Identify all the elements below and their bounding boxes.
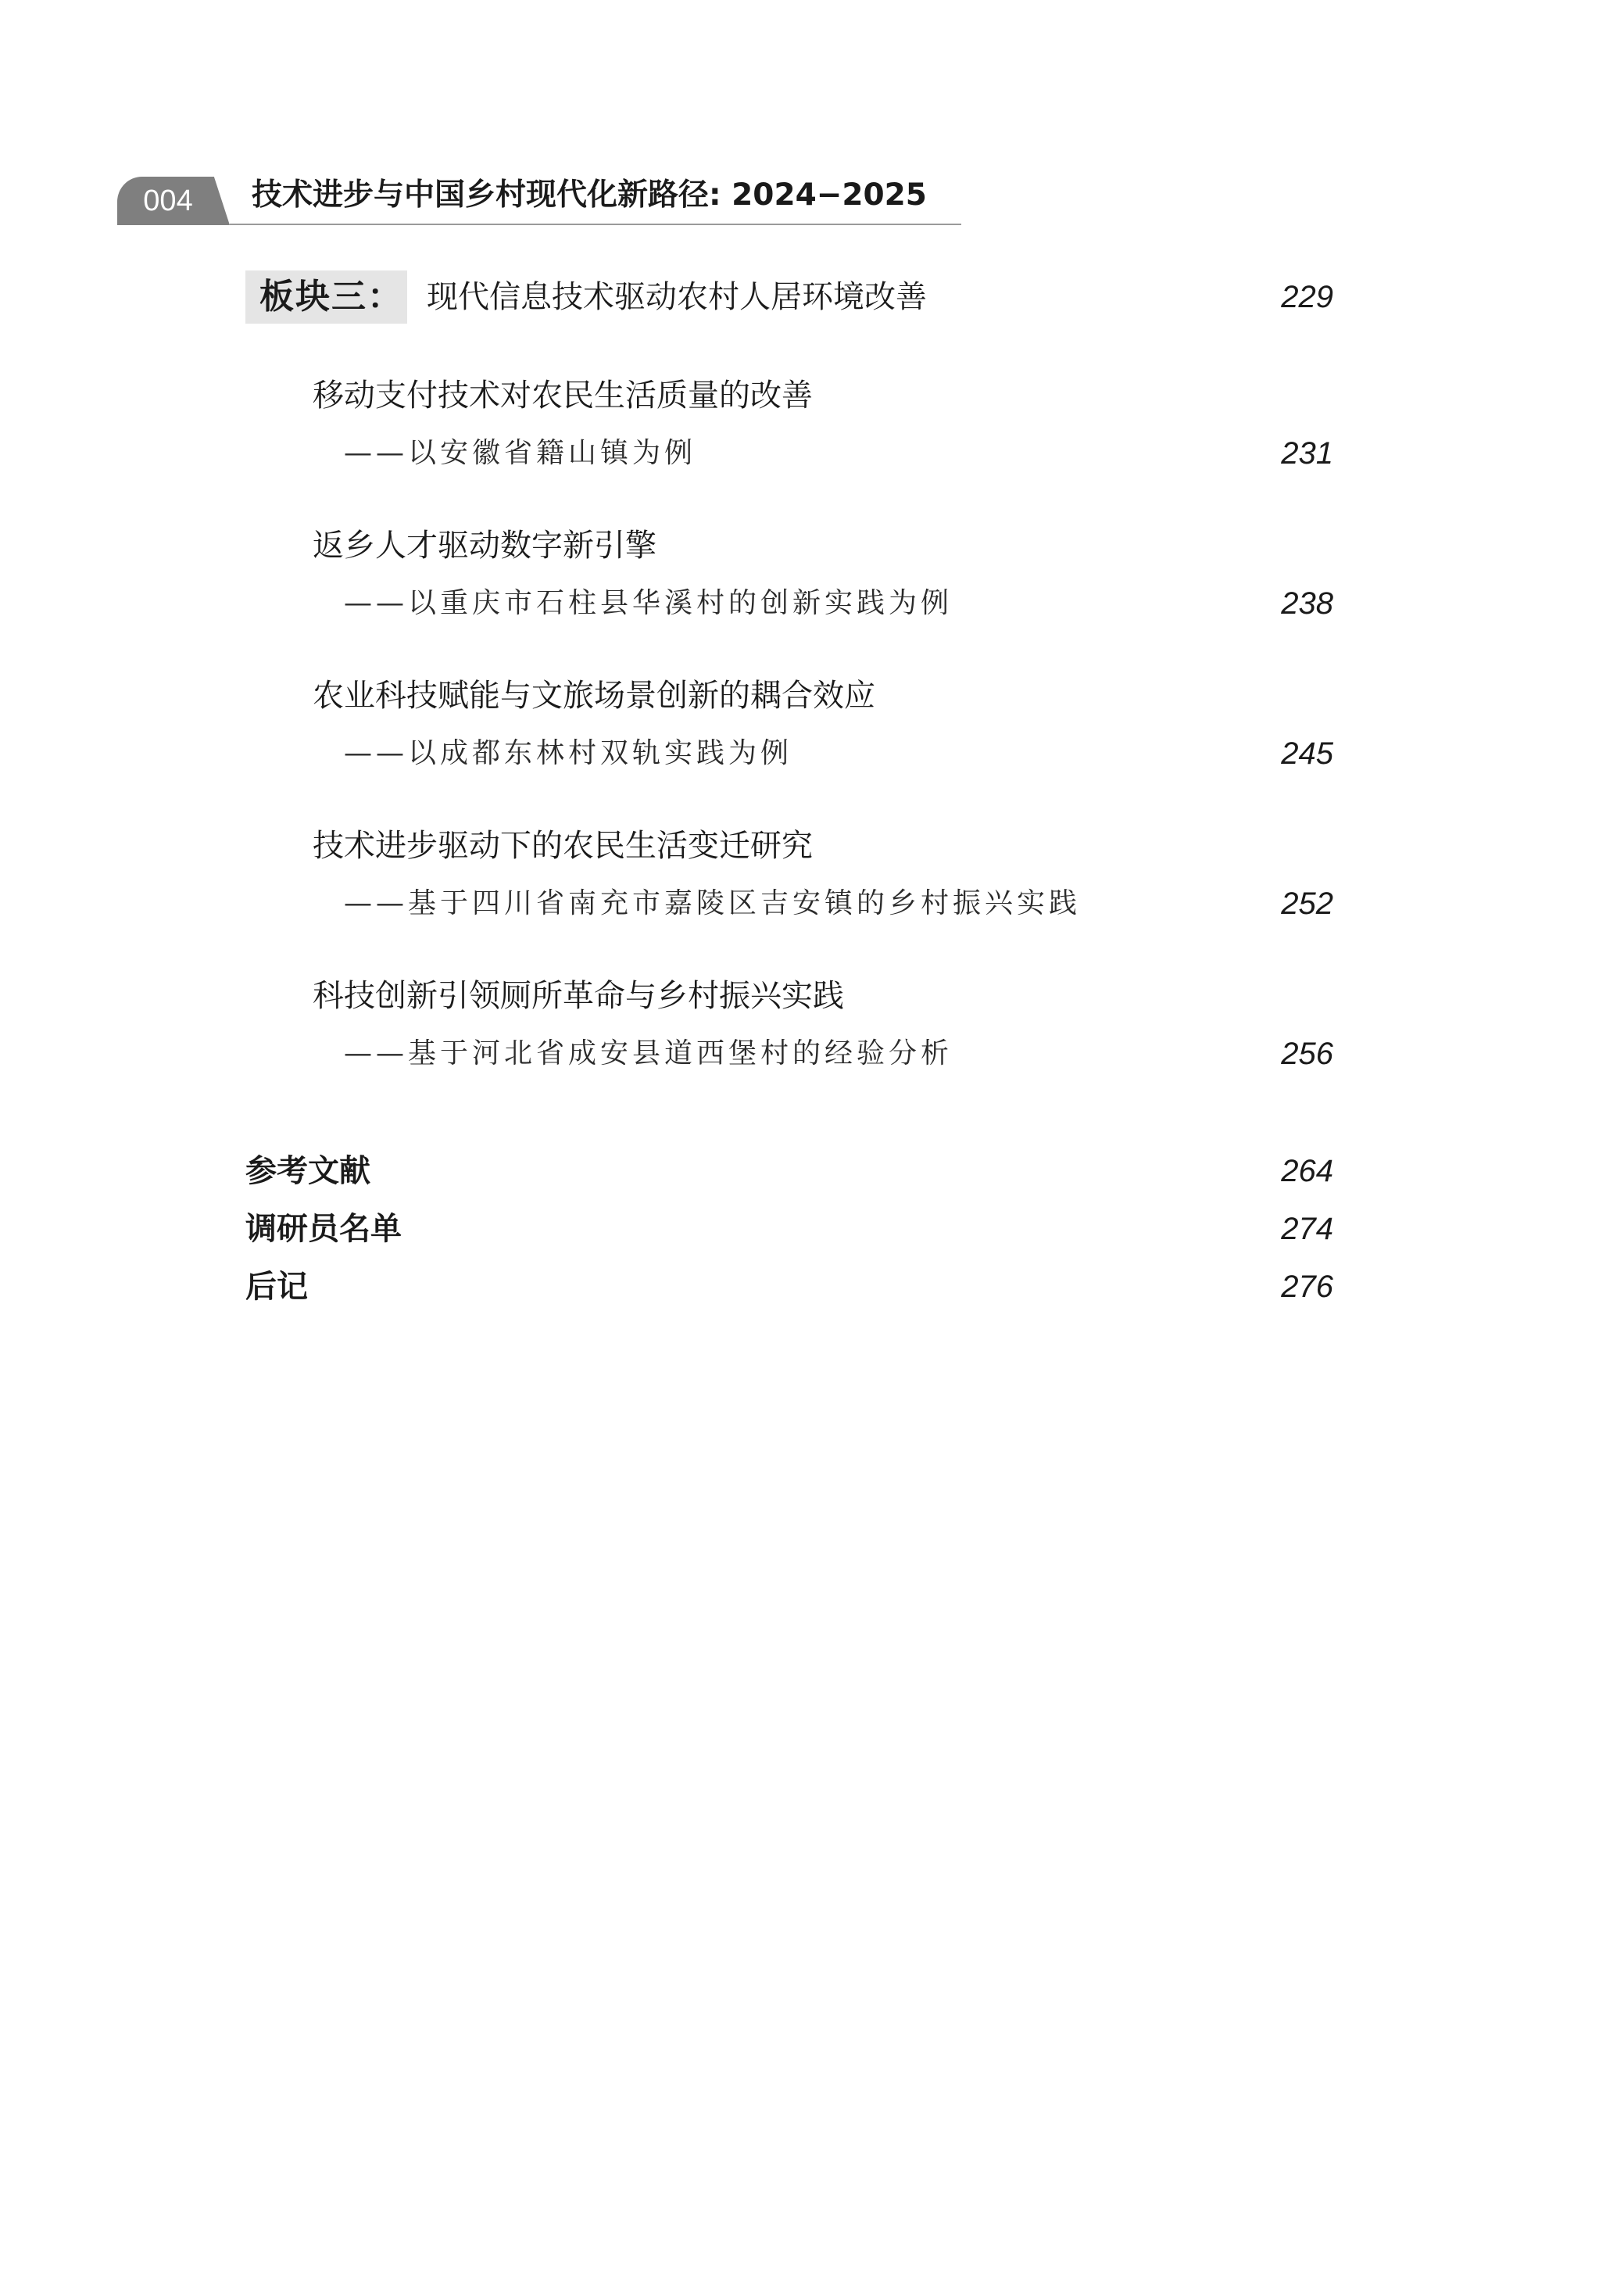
entry-title: 移动支付技术对农民生活质量的改善 — [313, 378, 813, 414]
entry-title: 科技创新引领厕所革命与乡村振兴实践 — [313, 978, 844, 1014]
back-matter-page-number: 264 — [1281, 1154, 1333, 1188]
back-matter-page-number: 274 — [1281, 1212, 1333, 1246]
entry-subtitle: ——以安徽省籍山镇为例 — [344, 437, 697, 469]
page-number: 004 — [143, 184, 193, 217]
section-label: 板块三： — [259, 277, 403, 317]
section-page-number: 229 — [1281, 280, 1333, 314]
entry-page-number: 231 — [1281, 436, 1333, 471]
entry-page-number: 256 — [1281, 1037, 1333, 1071]
entry-page-number: 245 — [1281, 736, 1333, 771]
back-matter-title: 后记 — [245, 1269, 308, 1305]
entry-subtitle: ——基于四川省南充市嘉陵区吉安镇的乡村振兴实践 — [344, 887, 1082, 919]
back-matter-title: 调研员名单 — [245, 1211, 402, 1247]
entry-title: 农业科技赋能与文旅场景创新的耦合效应 — [313, 678, 875, 714]
entry-subtitle: ——以成都东林村双轨实践为例 — [344, 737, 793, 769]
entry-title: 技术进步驱动下的农民生活变迁研究 — [313, 828, 813, 864]
section-title: 现代信息技术驱动农村人居环境改善 — [427, 279, 927, 315]
back-matter-title: 参考文献 — [245, 1153, 370, 1189]
entry-page-number: 238 — [1281, 586, 1333, 621]
back-matter-page-number: 276 — [1281, 1270, 1333, 1304]
entry-title: 返乡人才驱动数字新引擎 — [313, 528, 656, 564]
section-heading[interactable] — [245, 270, 1333, 324]
entry-subtitle: ——以重庆市石柱县华溪村的创新实践为例 — [344, 587, 953, 619]
entry-page-number: 252 — [1281, 887, 1333, 921]
book-title: 技术进步与中国乡村现代化新路径: 2024−2025 — [252, 177, 927, 213]
entry-subtitle: ——基于河北省成安县道西堡村的经验分析 — [344, 1037, 953, 1069]
section-label-box — [245, 270, 407, 324]
